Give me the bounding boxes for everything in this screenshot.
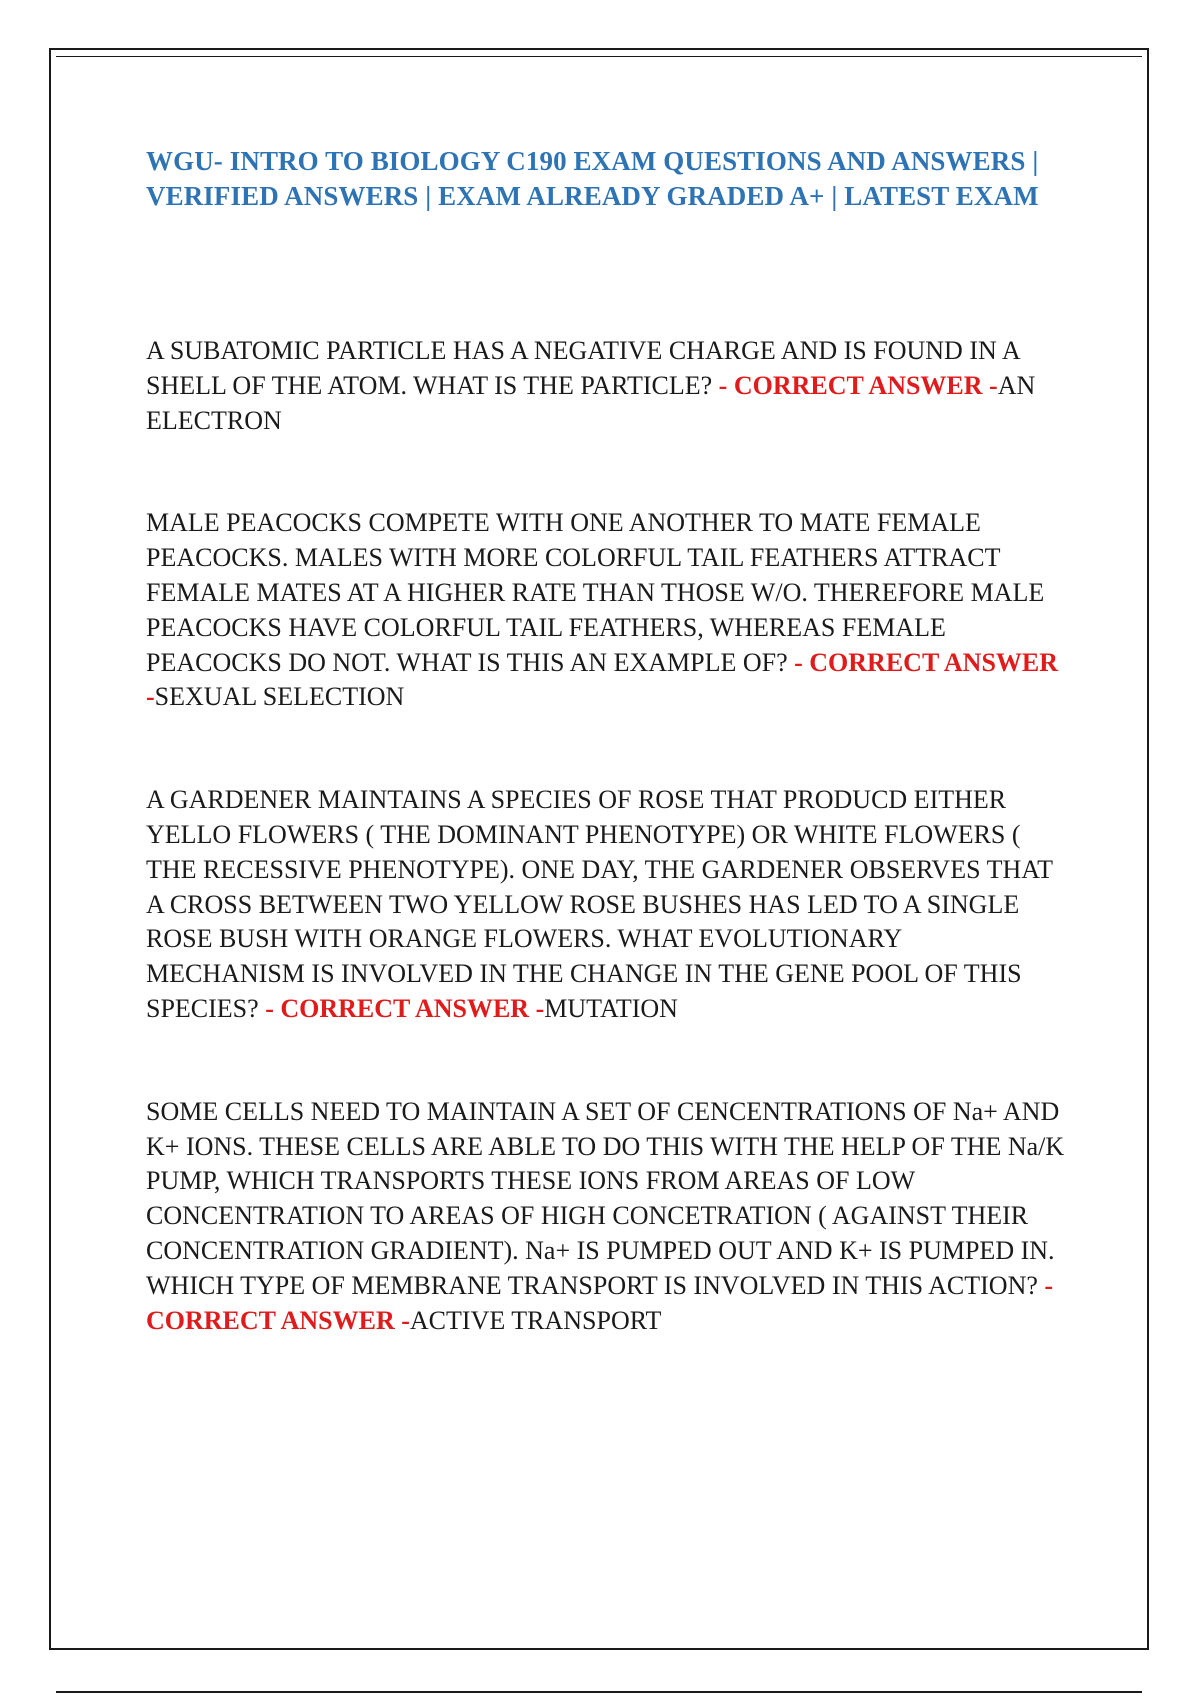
question-text: A GARDENER MAINTAINS A SPECIES OF ROSE THAT PRODUCD EITHER YELLO FLOWERS ( THE DOMINANT PHENOTYPE) OR WHITE FLOWERS ( THE RECESSIVE PHENOTYPE). ONE DAY, THE GARDENER OBSERVES THAT A CROSS BETWEEN TWO YELLOW ROSE BUSHES HAS LED TO A SINGLE ROSE BUSH WITH ORANGE FLOWERS. WHAT EVOLUTIONARY MECHANISM IS INVOLVED IN THE CHANGE IN THE GENE POOL OF THIS SPECIES? — [146, 785, 1053, 1023]
correct-answer-label: - CORRECT ANSWER - — [146, 1270, 1054, 1335]
answer-text: AN ELECTRON — [146, 370, 1036, 435]
qa-item — [146, 506, 1066, 715]
answer-text: SEXUAL SELECTION — [154, 682, 405, 712]
document-body — [146, 144, 1066, 1338]
question-text: MALE PEACOCKS COMPETE WITH ONE ANOTHER TO MATE FEMALE PEACOCKS. MALES WITH MORE COLORFUL TAIL FEATHERS ATTRACT FEMALE MATES AT A HIGHER RATE THAN THOSE W/O. THEREFORE MALE PEACOCKS HAVE COLORFUL TAIL FEATHERS, WHEREAS FEMALE PEACOCKS DO NOT. WHAT IS THIS AN EXAMPLE OF? — [146, 508, 1045, 677]
question-text: SOME CELLS NEED TO MAINTAIN A SET OF CENCENTRATIONS OF Na+ AND K+ IONS. THESE CELLS ARE ABLE TO DO THIS WITH THE HELP OF THE Na/K PUMP, WHICH TRANSPORTS THESE IONS FROM AREAS OF LOW CONCENTRATION TO AREAS OF HIGH CONCETRATION ( AGAINST THEIR CONCENTRATION GRADIENT). Na+ IS PUMPED OUT AND K+ IS PUMPED IN. WHICH TYPE OF MEMBRANE TRANSPORT IS INVOLVED IN THIS ACTION? — [146, 1096, 1065, 1300]
page-border-inner-rule — [56, 56, 1142, 57]
answer-text: MUTATION — [544, 993, 678, 1023]
correct-answer-label: - CORRECT ANSWER - — [265, 993, 545, 1023]
bottom-rule — [56, 1691, 1142, 1693]
qa-item — [146, 1095, 1066, 1339]
document-title: WGU- INTRO TO BIOLOGY C190 EXAM QUESTIONS AND ANSWERS | VERIFIED ANSWERS | EXAM ALREADY GRADED A+ | LATEST EXAM — [146, 146, 1039, 211]
question-text: A SUBATOMIC PARTICLE HAS A NEGATIVE CHARGE AND IS FOUND IN A SHELL OF THE ATOM. WHAT IS THE PARTICLE? — [146, 336, 1020, 400]
answer-text: ACTIVE TRANSPORT — [409, 1305, 662, 1335]
qa-item — [146, 783, 1066, 1027]
correct-answer-label: - CORRECT ANSWER - — [718, 370, 998, 400]
correct-answer-label: - CORRECT ANSWER - — [146, 647, 1059, 712]
qa-item — [146, 334, 1066, 438]
